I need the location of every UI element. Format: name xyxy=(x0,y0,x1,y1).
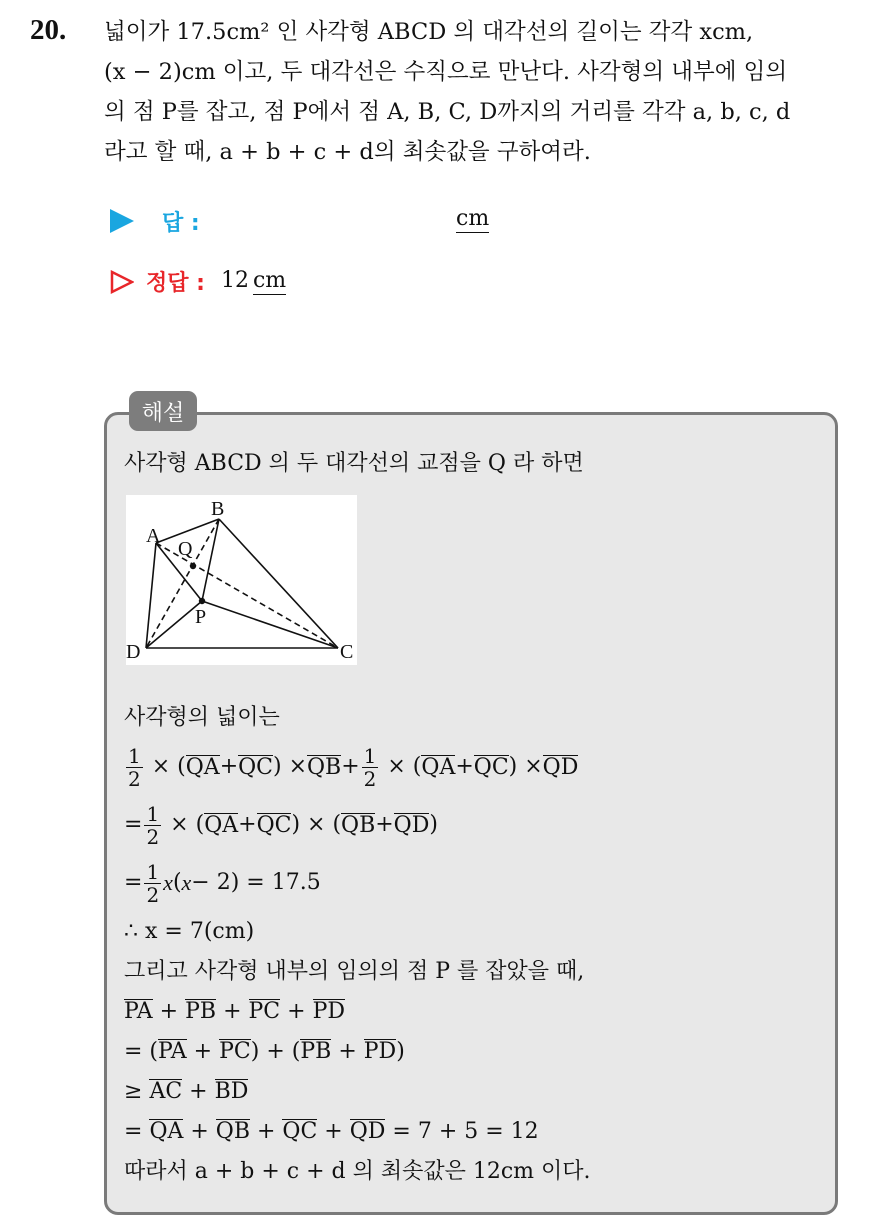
quadrilateral-figure xyxy=(126,495,357,665)
point-p xyxy=(199,598,205,604)
label-q: Q xyxy=(178,538,193,560)
ineq-3: ≥ AC + BD xyxy=(124,1079,249,1104)
question-number: 20. xyxy=(30,14,67,46)
label-c: C xyxy=(340,641,354,663)
play-triangle-icon xyxy=(110,209,134,233)
outline-triangle-icon xyxy=(110,270,134,294)
area-formula-2: = $\frac{1}{2}$ × ( QA + QC ) × ( QB + QD ) xyxy=(124,801,438,849)
ineq-4: = QA + QB + QC + QD = 7 + 5 = 12 xyxy=(124,1119,539,1144)
area-formula-1: $\frac{1}{2}$ × ( QA + QC ) × QB + $\frac{1}{2}$ × ( QA + QC ) × QD xyxy=(128,743,579,791)
area-text: 사각형의 넓이는 xyxy=(124,705,280,730)
question-line-3: 의 점 P를 잡고, 점 P에서 점 A, B, C, D까지의 거리를 각각 a, b, c, d xyxy=(104,99,791,125)
correct-answer-value xyxy=(221,268,286,295)
area-formula-3: = $\frac{1}{2}$ x ( x − 2) = 17.5 xyxy=(124,859,321,907)
answer-row xyxy=(110,204,200,238)
answer-label: 답 : xyxy=(162,210,200,236)
fraction-half: $\frac{1}{2}$ xyxy=(128,743,141,791)
question-text xyxy=(104,12,864,172)
p-statement: 그리고 사각형 내부의 임의의 점 P 를 잡았을 때, xyxy=(124,959,585,984)
label-d: D xyxy=(126,641,141,663)
correct-value-number: 12 xyxy=(220,268,249,293)
solution-tag: 해설 xyxy=(129,391,197,431)
question-line-1: 넓이가 17.5cm² 인 사각형 ABCD 의 대각선의 길이는 각각 xcm, xyxy=(104,19,754,45)
solution-intro: 사각형 ABCD 의 두 대각선의 교점을 Q 라 하면 xyxy=(124,451,584,476)
fraction-half: $\frac{1}{2}$ xyxy=(363,743,377,791)
correct-answer-label: 정답 : xyxy=(146,271,205,296)
question-line-2: (x − 2)cm 이고, 두 대각선은 수직으로 만난다. 사각형의 내부에 임의 xyxy=(104,59,788,85)
correct-answer-row xyxy=(110,266,286,297)
conclusion: 따라서 a + b + c + d 의 최솟값은 12cm 이다. xyxy=(124,1159,591,1184)
ineq-1: PA + PB + PC + PD xyxy=(124,999,346,1024)
label-p: P xyxy=(195,606,207,628)
label-a: A xyxy=(146,525,161,547)
fraction-half: $\frac{1}{2}$ xyxy=(146,801,160,849)
ineq-2: = (PA + PC) + (PB + PD) xyxy=(124,1039,405,1064)
x-result: ∴ x = 7(cm) xyxy=(124,919,255,944)
question-line-4: 라고 할 때, a + b + c + d의 최솟값을 구하여라. xyxy=(104,139,591,165)
answer-blank-unit[interactable]: cm xyxy=(456,206,490,231)
correct-value-unit: cm xyxy=(252,268,287,293)
fraction-half: $\frac{1}{2}$ xyxy=(146,859,160,907)
label-b: B xyxy=(211,498,225,520)
point-q xyxy=(190,563,196,569)
